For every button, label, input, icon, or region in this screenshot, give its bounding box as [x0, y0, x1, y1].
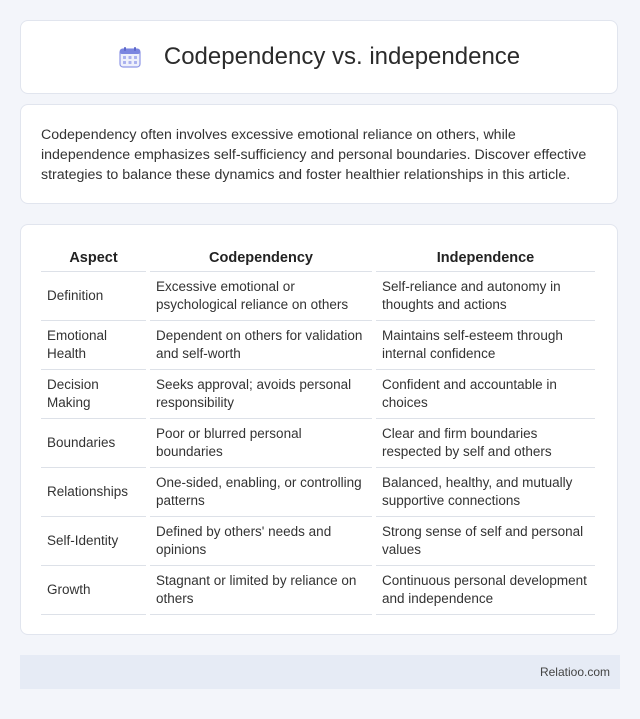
footer [20, 655, 620, 689]
table-row [41, 517, 595, 566]
calendar-icon [118, 45, 142, 69]
codependency-cell: Dependent on others for validation and self-worth [150, 321, 372, 370]
table-row [41, 370, 595, 419]
header-aspect: Aspect [41, 245, 146, 272]
header-independence: Independence [376, 245, 595, 272]
aspect-cell: Boundaries [41, 419, 146, 468]
intro-text: Codependency often involves excessive emotional reliance on others, while independence emphasizes self-sufficiency and personal boundaries. Discover effective strategies to balance these dynamics and foster healthier relationships in this article. [41, 127, 587, 183]
footer-site-name: Relatioo.com [539, 665, 610, 679]
codependency-cell: Stagnant or limited by reliance on others [150, 566, 372, 615]
comparison-table-card [20, 224, 618, 635]
header-codependency: Codependency [150, 245, 372, 272]
codependency-cell: Poor or blurred personal boundaries [150, 419, 372, 468]
title-card [20, 20, 618, 94]
table-row [41, 419, 595, 468]
aspect-cell: Self-Identity [41, 517, 146, 566]
independence-cell: Clear and firm boundaries respected by self and others [376, 419, 595, 468]
independence-cell: Confident and accountable in choices [376, 370, 595, 419]
aspect-cell: Growth [41, 566, 146, 615]
independence-cell: Self-reliance and autonomy in thoughts and actions [376, 272, 595, 321]
aspect-cell: Emotional Health [41, 321, 146, 370]
independence-cell: Balanced, healthy, and mutually supportive connections [376, 468, 595, 517]
codependency-cell: Excessive emotional or psychological reliance on others [150, 272, 372, 321]
comparison-table [37, 245, 599, 615]
codependency-cell: Seeks approval; avoids personal responsibility [150, 370, 372, 419]
aspect-cell: Definition [41, 272, 146, 321]
table-header-row [41, 245, 595, 272]
independence-cell: Strong sense of self and personal values [376, 517, 595, 566]
codependency-cell: One-sided, enabling, or controlling patterns [150, 468, 372, 517]
table-row [41, 272, 595, 321]
table-row [41, 468, 595, 517]
independence-cell: Continuous personal development and independence [376, 566, 595, 615]
codependency-cell: Defined by others' needs and opinions [150, 517, 372, 566]
page-title: Codependency vs. independence [163, 43, 521, 70]
table-row [41, 321, 595, 370]
aspect-cell: Decision Making [41, 370, 146, 419]
aspect-cell: Relationships [41, 468, 146, 517]
intro-card [20, 104, 618, 204]
independence-cell: Maintains self-esteem through internal confidence [376, 321, 595, 370]
table-row [41, 566, 595, 615]
